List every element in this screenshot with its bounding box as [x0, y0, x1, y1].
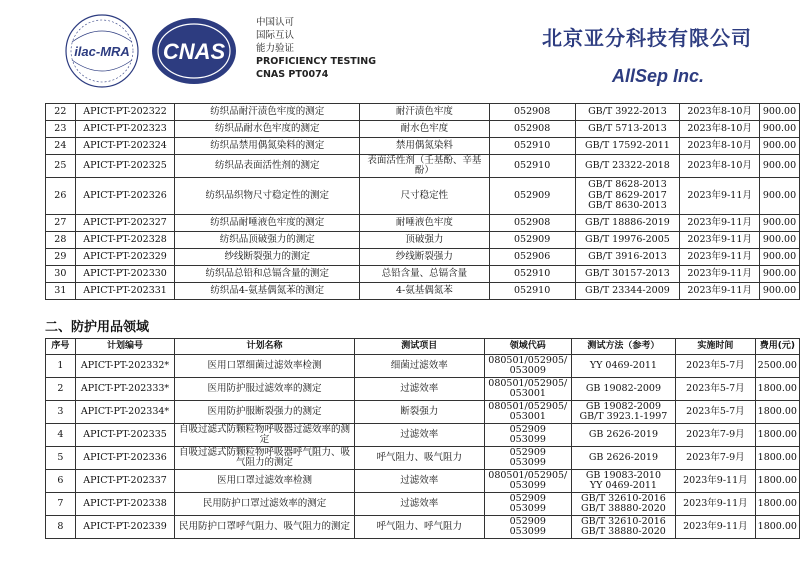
cell-domain: 052908 [489, 104, 575, 121]
cell-domain: 052909 053099 [484, 424, 571, 447]
cell-fee: 900.00 [760, 104, 800, 121]
cell-method: GB/T 3916-2013 [575, 249, 680, 266]
table-row [46, 493, 800, 516]
cert-line: PROFICIENCY TESTING [256, 56, 377, 67]
ilac-logo-text: ilac-MRA [74, 44, 130, 59]
cell-code: APICT-PT-202334* [75, 401, 175, 424]
table-header-row [46, 339, 800, 355]
cell-domain: 052909 053099 [484, 447, 571, 470]
textile-plan-table [45, 103, 800, 300]
cell-time: 2023年8-10月 [680, 138, 760, 155]
cell-name: 纺织品总铅和总镉含量的测定 [175, 266, 360, 283]
cell-name: 纺织品耐唾液色牢度的测定 [175, 215, 360, 232]
table-row [46, 121, 800, 138]
cell-no: 2 [46, 378, 76, 401]
cell-name: 医用防护服过滤效率的测定 [175, 378, 354, 401]
cell-item: 表面活性剂（壬基酚、辛基酚） [360, 155, 490, 178]
cell-no: 6 [46, 470, 76, 493]
cell-no: 25 [46, 155, 76, 178]
cell-code: APICT-PT-202338 [75, 493, 175, 516]
cell-code: APICT-PT-202339 [75, 516, 175, 539]
cell-time: 2023年9-11月 [680, 266, 760, 283]
cell-code: APICT-PT-202330 [75, 266, 175, 283]
cell-method: GB 2626-2019 [571, 447, 675, 470]
cell-time: 2023年7-9月 [676, 447, 756, 470]
section-title: 二、防护用品领域 [45, 320, 150, 335]
cell-time: 2023年9-11月 [676, 493, 756, 516]
cell-domain: 052910 [489, 138, 575, 155]
cell-fee: 1800.00 [755, 378, 799, 401]
cell-method: GB/T 19976-2005 [575, 232, 680, 249]
cell-method: GB/T 18886-2019 [575, 215, 680, 232]
cell-name: 自吸过滤式防颗粒物呼吸器呼气阻力、吸气阻力的测定 [175, 447, 354, 470]
cell-name: 纺织品表面活性剂的测定 [175, 155, 360, 178]
cell-fee: 900.00 [760, 121, 800, 138]
table-row [46, 424, 800, 447]
cell-fee: 900.00 [760, 138, 800, 155]
cell-domain: 052910 [489, 266, 575, 283]
cell-name: 医用口罩细菌过滤效率检测 [175, 355, 354, 378]
cell-time: 2023年7-9月 [676, 424, 756, 447]
cell-fee: 900.00 [760, 215, 800, 232]
cell-item: 过滤效率 [354, 424, 484, 447]
cell-code: APICT-PT-202337 [75, 470, 175, 493]
header-code: 计划编号 [75, 339, 175, 355]
cell-item: 呼气阻力、呼气阻力 [354, 516, 484, 539]
cell-domain: 080501/052905/ 053099 [484, 470, 571, 493]
cell-name: 民用防护口罩过滤效率的测定 [175, 493, 354, 516]
cell-no: 4 [46, 424, 76, 447]
cell-name: 医用口罩过滤效率检测 [175, 470, 354, 493]
cell-domain: 080501/052905/ 053001 [484, 401, 571, 424]
cell-name: 纱线断裂强力的测定 [175, 249, 360, 266]
cell-time: 2023年5-7月 [676, 401, 756, 424]
cell-no: 22 [46, 104, 76, 121]
cell-item: 纱线断裂强力 [360, 249, 490, 266]
cell-time: 2023年8-10月 [680, 121, 760, 138]
company-name-en: AllSep Inc. [612, 66, 705, 86]
cell-domain: 080501/052905/ 053001 [484, 378, 571, 401]
cell-method: GB/T 23344-2009 [575, 283, 680, 300]
cell-fee: 1800.00 [755, 401, 799, 424]
cell-item: 尺寸稳定性 [360, 178, 490, 215]
header-method: 测试方法（参考） [571, 339, 675, 355]
cell-item: 过滤效率 [354, 470, 484, 493]
header-fee: 费用(元) [755, 339, 799, 355]
cnas-logo [150, 16, 238, 86]
cell-code: APICT-PT-202336 [75, 447, 175, 470]
cell-name: 纺织品织物尺寸稳定性的测定 [175, 178, 360, 215]
cell-name: 纺织品耐水色牢度的测定 [175, 121, 360, 138]
cell-item: 过滤效率 [354, 493, 484, 516]
cell-code: APICT-PT-202333* [75, 378, 175, 401]
cell-no: 24 [46, 138, 76, 155]
table-row [46, 378, 800, 401]
cell-method: GB/T 17592-2011 [575, 138, 680, 155]
cell-fee: 900.00 [760, 232, 800, 249]
cell-time: 2023年9-11月 [680, 249, 760, 266]
cell-time: 2023年9-11月 [680, 178, 760, 215]
cell-no: 28 [46, 232, 76, 249]
cell-item: 耐水色牢度 [360, 121, 490, 138]
protective-plan-table [45, 338, 800, 539]
cell-time: 2023年5-7月 [676, 355, 756, 378]
table-row [46, 138, 800, 155]
cell-no: 5 [46, 447, 76, 470]
table-row [46, 470, 800, 493]
cell-fee: 900.00 [760, 249, 800, 266]
cell-item: 4-氨基偶氮苯 [360, 283, 490, 300]
cert-line: 能力验证 [256, 43, 295, 54]
cell-method: GB 19083-2010 YY 0469-2011 [571, 470, 675, 493]
textile-plan-body [46, 104, 800, 300]
cell-item: 细菌过滤效率 [354, 355, 484, 378]
header-time: 实施时间 [676, 339, 756, 355]
cell-item: 断裂强力 [354, 401, 484, 424]
cell-code: APICT-PT-202332* [75, 355, 175, 378]
table-row [46, 178, 800, 215]
cell-time: 2023年9-11月 [680, 215, 760, 232]
cnas-logo-text: CNAS [162, 39, 226, 64]
cell-item: 顶破强力 [360, 232, 490, 249]
cell-method: YY 0469-2011 [571, 355, 675, 378]
cell-method: GB/T 32610-2016 GB/T 38880-2020 [571, 516, 675, 539]
cell-no: 23 [46, 121, 76, 138]
cell-no: 7 [46, 493, 76, 516]
cell-code: APICT-PT-202327 [75, 215, 175, 232]
table-row [46, 401, 800, 424]
table-row [46, 266, 800, 283]
cell-fee: 900.00 [760, 155, 800, 178]
cell-fee: 900.00 [760, 178, 800, 215]
cell-name: 医用防护服断裂强力的测定 [175, 401, 354, 424]
cell-method: GB 2626-2019 [571, 424, 675, 447]
cell-time: 2023年8-10月 [680, 155, 760, 178]
cell-no: 1 [46, 355, 76, 378]
cell-domain: 052909 053099 [484, 516, 571, 539]
table-row [46, 104, 800, 121]
cell-fee: 1800.00 [755, 516, 799, 539]
cell-fee: 1800.00 [755, 493, 799, 516]
cell-name: 自吸过滤式防颗粒物呼吸器过滤效率的测定 [175, 424, 354, 447]
cell-item: 总铅含量、总镉含量 [360, 266, 490, 283]
cell-time: 2023年9-11月 [676, 470, 756, 493]
cell-method: GB/T 3922-2013 [575, 104, 680, 121]
protective-plan-body [46, 355, 800, 539]
cell-method: GB/T 32610-2016 GB/T 38880-2020 [571, 493, 675, 516]
cell-method: GB/T 23322-2018 [575, 155, 680, 178]
header-no: 序号 [46, 339, 76, 355]
header-domain: 领域代码 [484, 339, 571, 355]
cell-method: GB/T 5713-2013 [575, 121, 680, 138]
cell-code: APICT-PT-202323 [75, 121, 175, 138]
cell-domain: 052910 [489, 283, 575, 300]
cell-name: 民用防护口罩呼气阻力、吸气阻力的测定 [175, 516, 354, 539]
cell-item: 禁用偶氮染料 [360, 138, 490, 155]
cell-domain: 052906 [489, 249, 575, 266]
cell-fee: 1800.00 [755, 424, 799, 447]
cell-time: 2023年8-10月 [680, 104, 760, 121]
cell-item: 呼气阻力、吸气阻力 [354, 447, 484, 470]
table-row [46, 355, 800, 378]
ilac-mra-logo [62, 12, 142, 90]
cell-code: APICT-PT-202325 [75, 155, 175, 178]
cell-domain: 052908 [489, 121, 575, 138]
page-header [0, 0, 800, 100]
cell-no: 29 [46, 249, 76, 266]
cell-method: GB/T 30157-2013 [575, 266, 680, 283]
cell-fee: 900.00 [760, 266, 800, 283]
cert-line: 中国认可 [256, 17, 295, 28]
cell-no: 31 [46, 283, 76, 300]
cell-method: GB 19082-2009 GB/T 3923.1-1997 [571, 401, 675, 424]
cell-time: 2023年5-7月 [676, 378, 756, 401]
company-name-cn: 北京亚分科技有限公司 [542, 26, 752, 50]
cell-name: 纺织品禁用偶氮染料的测定 [175, 138, 360, 155]
cell-no: 8 [46, 516, 76, 539]
cell-fee: 2500.00 [755, 355, 799, 378]
cell-fee: 1800.00 [755, 470, 799, 493]
cell-domain: 052908 [489, 215, 575, 232]
cell-time: 2023年9-11月 [680, 283, 760, 300]
cell-no: 27 [46, 215, 76, 232]
table-row [46, 447, 800, 470]
cell-name: 纺织品顶破强力的测定 [175, 232, 360, 249]
cell-domain: 052909 053099 [484, 493, 571, 516]
cell-code: APICT-PT-202322 [75, 104, 175, 121]
cell-name: 纺织品耐汗渍色牢度的测定 [175, 104, 360, 121]
cell-code: APICT-PT-202328 [75, 232, 175, 249]
cell-item: 耐汗渍色牢度 [360, 104, 490, 121]
cell-item: 过滤效率 [354, 378, 484, 401]
cell-code: APICT-PT-202329 [75, 249, 175, 266]
cell-domain: 052909 [489, 232, 575, 249]
cell-no: 26 [46, 178, 76, 215]
accreditation-text [256, 16, 376, 81]
cell-code: APICT-PT-202326 [75, 178, 175, 215]
header-name: 计划名称 [175, 339, 354, 355]
table-row [46, 283, 800, 300]
cert-line: 国际互认 [256, 30, 295, 41]
cert-line: CNAS PT0074 [256, 69, 329, 80]
cell-no: 3 [46, 401, 76, 424]
cell-no: 30 [46, 266, 76, 283]
cell-method: GB 19082-2009 [571, 378, 675, 401]
cell-fee: 1800.00 [755, 447, 799, 470]
cell-time: 2023年9-11月 [676, 516, 756, 539]
table-row [46, 249, 800, 266]
cell-item: 耐唾液色牢度 [360, 215, 490, 232]
header-item: 测试项目 [354, 339, 484, 355]
cell-method: GB/T 8628-2013 GB/T 8629-2017 GB/T 8630-2013 [575, 178, 680, 215]
table-row [46, 516, 800, 539]
table-row [46, 155, 800, 178]
cell-domain: 080501/052905/ 053009 [484, 355, 571, 378]
cell-domain: 052910 [489, 155, 575, 178]
cell-code: APICT-PT-202331 [75, 283, 175, 300]
table-row [46, 232, 800, 249]
cell-domain: 052909 [489, 178, 575, 215]
cell-fee: 900.00 [760, 283, 800, 300]
cell-time: 2023年9-11月 [680, 232, 760, 249]
cell-name: 纺织品4-氨基偶氮苯的测定 [175, 283, 360, 300]
cell-code: APICT-PT-202335 [75, 424, 175, 447]
cell-code: APICT-PT-202324 [75, 138, 175, 155]
table-row [46, 215, 800, 232]
